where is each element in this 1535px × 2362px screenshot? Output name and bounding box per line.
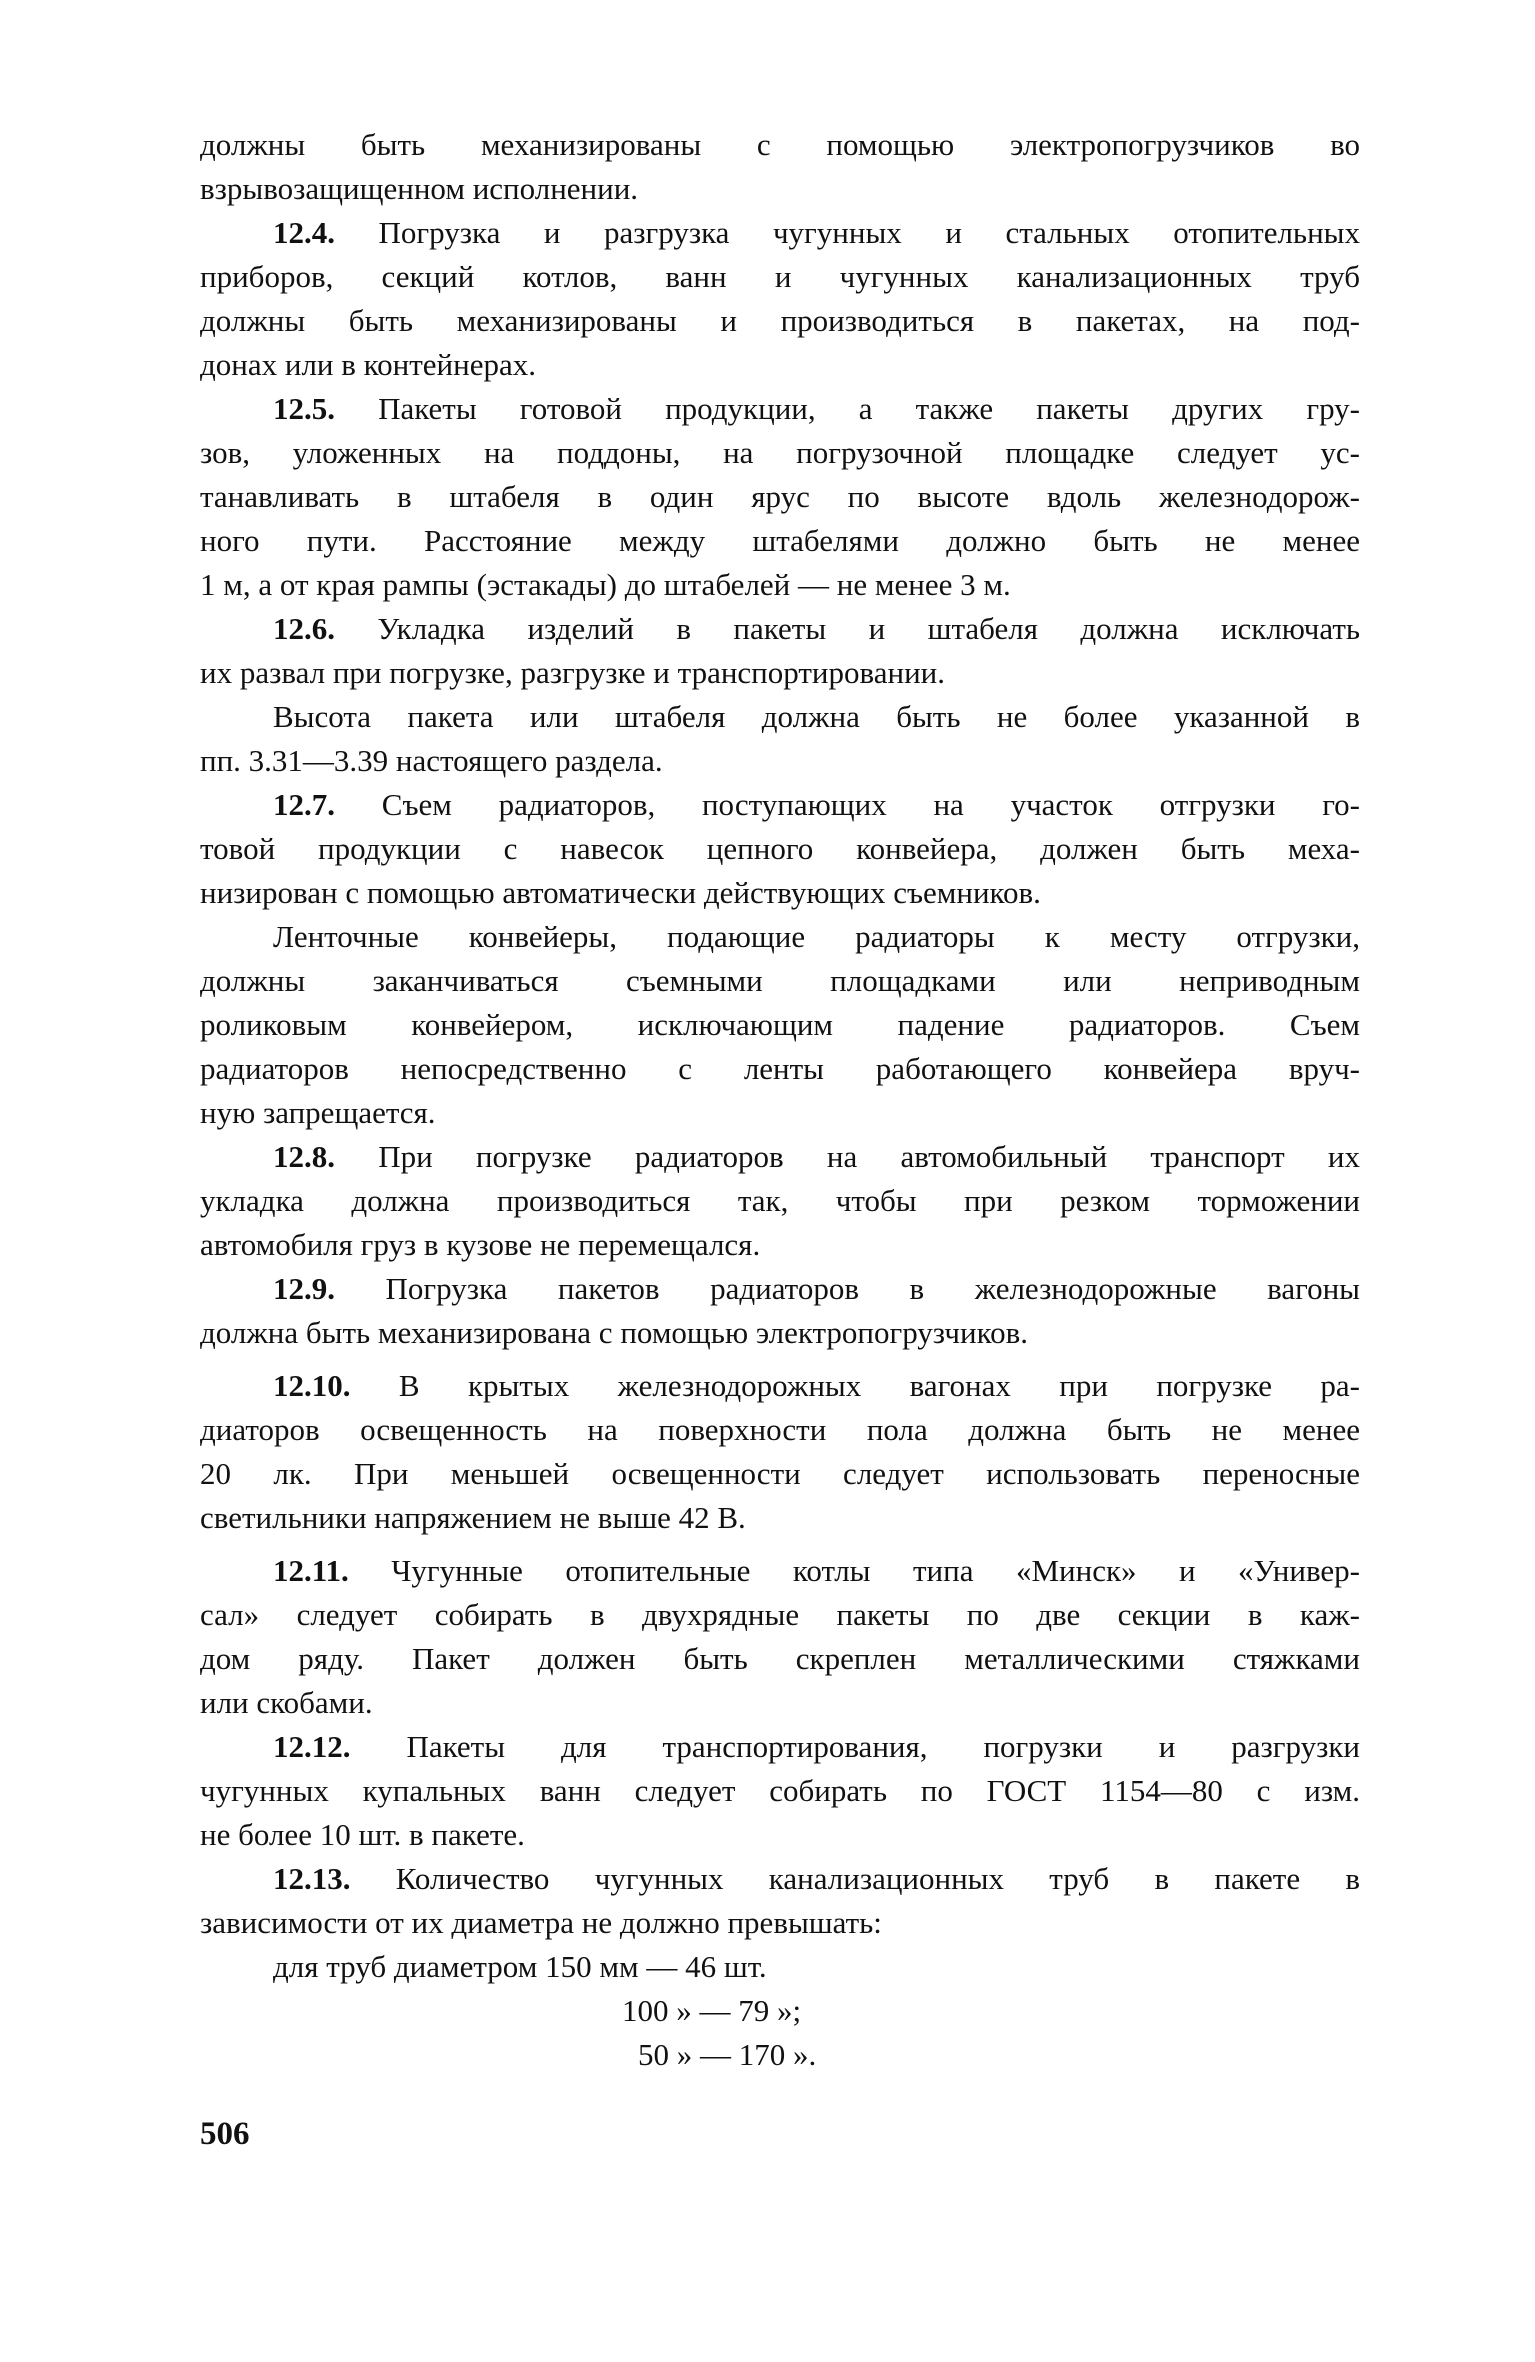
text-line <box>200 1135 1360 1179</box>
text-line <box>200 1549 1360 1593</box>
paragraph <box>200 783 1360 915</box>
text-line <box>200 1813 1360 1857</box>
line-text: радиаторов непосредственно с ленты работающего конвейера вруч- <box>200 1051 1360 1086</box>
text-line <box>200 1003 1360 1047</box>
paragraph <box>200 123 1360 211</box>
line-text: должны заканчиваться съемными площадками или неприводным <box>200 963 1360 998</box>
line-text: Пакеты готовой продукции, а также пакеты других гру- <box>378 391 1361 426</box>
text-line <box>200 387 1360 431</box>
text-line <box>200 563 1360 607</box>
text-line <box>200 1223 1360 1267</box>
paragraph <box>200 387 1360 607</box>
line-text: 1 м, а от края рампы (эстакады) до штабелей — не менее 3 м. <box>200 567 1011 602</box>
line-text: донах или в контейнерах. <box>200 347 536 382</box>
line-text: приборов, секций котлов, ванн и чугунных канализационных труб <box>200 259 1360 294</box>
clause-number: 12.9. <box>273 1271 335 1306</box>
text-line <box>200 1593 1360 1637</box>
text-line <box>200 1047 1360 1091</box>
line-text: низирован с помощью автоматически действующих съемников. <box>200 875 1041 910</box>
line-text: их развал при погрузке, разгрузке и транспортировании. <box>200 655 945 690</box>
line-text: укладка должна производиться так, чтобы при резком торможении <box>200 1183 1360 1218</box>
text-line <box>200 343 1360 387</box>
line-text: При погрузке радиаторов на автомобильный транспорт их <box>378 1139 1360 1174</box>
line-text: ного пути. Расстояние между штабелями должно быть не менее <box>200 523 1360 558</box>
text-line <box>200 1901 1360 1945</box>
paragraph <box>200 1135 1360 1267</box>
text-line <box>200 1857 1360 1901</box>
line-text: Съем радиаторов, поступающих на участок отгрузки го- <box>381 787 1361 822</box>
line-text: или скобами. <box>200 1685 373 1720</box>
clause-number: 12.10. <box>273 1368 351 1403</box>
pipe-quantity-line: 50 » — 170 ». <box>638 2037 817 2072</box>
text-line <box>200 783 1360 827</box>
text-line <box>200 739 1360 783</box>
paragraph <box>200 695 1360 783</box>
line-text: взрывозащищенном исполнении. <box>200 171 639 206</box>
clause-number: 12.11. <box>273 1553 349 1588</box>
line-text: дом ряду. Пакет должен быть скреплен металлическими стяжками <box>200 1641 1360 1676</box>
line-text: Ленточные конвейеры, подающие радиаторы к месту отгрузки, <box>273 919 1360 954</box>
text-line <box>200 1091 1360 1135</box>
text-line <box>200 827 1360 871</box>
paragraph <box>200 1267 1360 1355</box>
text-line <box>200 211 1360 255</box>
line-text: Укладка изделий в пакеты и штабеля должна исключать <box>377 611 1360 646</box>
paragraph <box>200 211 1360 387</box>
text-line <box>200 299 1360 343</box>
text-line <box>200 519 1360 563</box>
text-line <box>200 1769 1360 1813</box>
document-body <box>200 123 1360 2077</box>
clause-number: 12.8. <box>273 1139 335 1174</box>
text-line <box>200 1725 1360 1769</box>
paragraph <box>200 1364 1360 1540</box>
line-text: товой продукции с навесок цепного конвейера, должен быть меха- <box>200 831 1360 866</box>
line-text: сал» следует собирать в двухрядные пакеты по две секции в каж- <box>200 1597 1360 1632</box>
line-text: диаторов освещенность на поверхности пола должна быть не менее <box>200 1412 1360 1447</box>
text-line <box>200 915 1360 959</box>
clause-number: 12.7. <box>273 787 335 822</box>
paragraph <box>200 1857 1360 1945</box>
text-line <box>200 475 1360 519</box>
text-line <box>200 1637 1360 1681</box>
text-line <box>200 123 1360 167</box>
text-line <box>200 1408 1360 1452</box>
paragraph <box>200 915 1360 1135</box>
text-line <box>200 1496 1360 1540</box>
text-line <box>200 1364 1360 1408</box>
line-text: Высота пакета или штабеля должна быть не более указанной в <box>273 699 1360 734</box>
line-text: не более 10 шт. в пакете. <box>200 1817 525 1852</box>
line-text: Погрузка и разгрузка чугунных и стальных отопительных <box>378 215 1360 250</box>
text-line <box>200 1267 1360 1311</box>
clause-number: 12.12. <box>273 1729 351 1764</box>
line-text: должна быть механизирована с помощью электропогрузчиков. <box>200 1315 1028 1350</box>
line-text: роликовым конвейером, исключающим падение радиаторов. Съем <box>200 1007 1360 1042</box>
line-text: должны быть механизированы с помощью электропогрузчиков во <box>200 127 1360 162</box>
text-line <box>200 255 1360 299</box>
text-line <box>200 1311 1360 1355</box>
text-line <box>200 871 1360 915</box>
clause-number: 12.6. <box>273 611 335 646</box>
text-line <box>200 1179 1360 1223</box>
line-text: пп. 3.31—3.39 настоящего раздела. <box>200 743 663 778</box>
line-text: светильники напряжением не выше 42 В. <box>200 1500 746 1535</box>
line-text: Погрузка пакетов радиаторов в железнодорожные вагоны <box>385 1271 1360 1306</box>
line-text: зависимости от их диаметра не должно превышать: <box>200 1905 882 1940</box>
paragraph <box>200 1549 1360 1725</box>
pipe-quantity-line: для труб диаметром 150 мм — 46 шт. <box>273 1949 767 1984</box>
text-line <box>200 1452 1360 1496</box>
text-line <box>200 651 1360 695</box>
text-line <box>200 959 1360 1003</box>
pipe-quantity-line: 100 » — 79 »; <box>622 1993 802 2028</box>
text-line <box>200 431 1360 475</box>
text-line <box>200 167 1360 211</box>
line-text: должны быть механизированы и производиться в пакетах, на под- <box>200 303 1360 338</box>
line-text: В крытых железнодорожных вагонах при погрузке ра- <box>398 1368 1360 1403</box>
paragraph <box>200 607 1360 695</box>
line-text: Пакеты для транспортирования, погрузки и разгрузки <box>406 1729 1360 1764</box>
text-line <box>200 1681 1360 1725</box>
text-line <box>200 695 1360 739</box>
line-text: танавливать в штабеля в один ярус по высоте вдоль железнодорож- <box>200 479 1360 514</box>
line-text: Количество чугунных канализационных труб в пакете в <box>395 1861 1360 1896</box>
line-text: ную запрещается. <box>200 1095 436 1130</box>
clause-number: 12.13. <box>273 1861 351 1896</box>
line-text: автомобиля груз в кузове не перемещался. <box>200 1227 761 1262</box>
text-line <box>200 607 1360 651</box>
line-text: зов, уложенных на поддоны, на погрузочной площадке следует ус- <box>200 435 1360 470</box>
line-text: 20 лк. При меньшей освещенности следует использовать переносные <box>200 1456 1360 1491</box>
page-number: 506 <box>200 2116 250 2152</box>
line-text: чугунных купальных ванн следует собирать по ГОСТ 1154—80 с изм. <box>200 1773 1360 1808</box>
paragraph <box>200 1725 1360 1857</box>
clause-number: 12.4. <box>273 215 335 250</box>
line-text: Чугунные отопительные котлы типа «Минск» и «Универ- <box>391 1553 1360 1588</box>
clause-number: 12.5. <box>273 391 335 426</box>
